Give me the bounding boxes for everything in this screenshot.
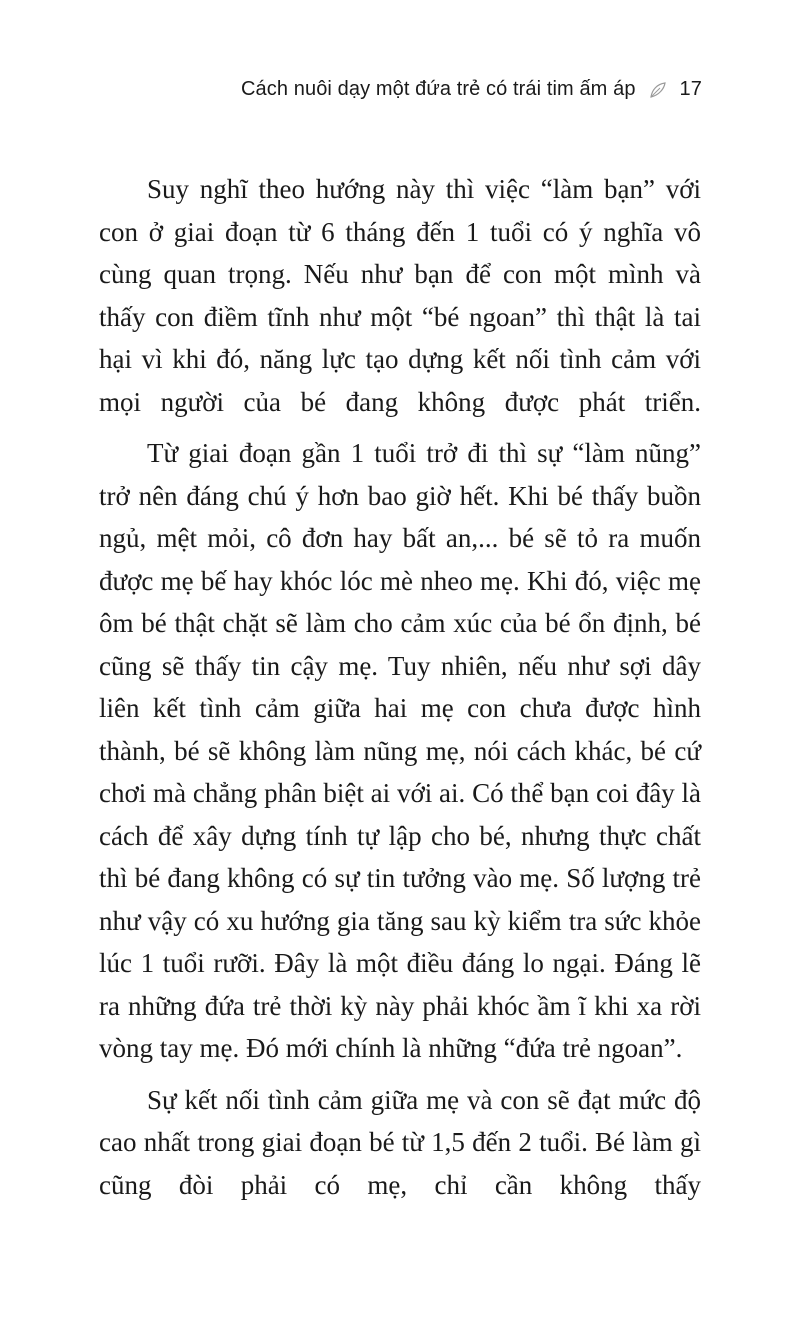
page-number: 17	[679, 78, 702, 100]
running-header	[241, 78, 702, 101]
book-title: Cách nuôi dạy một đứa trẻ có trái tim ấm áp	[241, 78, 636, 100]
paragraph: Sự kết nối tình cảm giữa mẹ và con sẽ đạt mức độ cao nhất trong giai đoạn bé từ 1,5 đến 2 tuổi. Bé làm gì cũng đòi phải có mẹ, chỉ cần không thấy	[99, 1084, 701, 1200]
body-text	[99, 168, 701, 1206]
paragraph: Từ giai đoạn gần 1 tuổi trở đi thì sự “làm nũng” trở nên đáng chú ý hơn bao giờ hết. Khi bé thấy buồn ngủ, mệt mỏi, cô đơn hay bất an,... bé sẽ tỏ ra muốn được mẹ bế hay khóc lóc mè nheo mẹ. Khi đó, việc mẹ ôm bé thật chặt sẽ làm cho cảm xúc của bé ổn định, bé cũng sẽ thấy tin cậy mẹ. Tuy nhiên, nếu như sợi dây liên kết tình cảm giữa hai mẹ con chưa được hình thành, bé sẽ không làm nũng mẹ, nói cách khác, bé cứ chơi mà chẳng phân biệt ai với ai. Có thể bạn coi đây là cách để xây dựng tính tự lập cho bé, nhưng thực chất thì bé đang không có sự tin tưởng vào mẹ. Số lượng trẻ như vậy có xu hướng gia tăng sau kỳ kiểm tra sức khỏe lúc 1 tuổi rưỡi. Đây là một điều đáng lo ngại. Đáng lẽ ra những đứa trẻ thời kỳ này phải khóc ầm ĩ khi xa rời vòng tay mẹ. Đó mới chính là những “đứa trẻ ngoan”.	[99, 438, 701, 1063]
leaf-icon	[648, 80, 668, 100]
paragraph: Suy nghĩ theo hướng này thì việc “làm bạn” với con ở giai đoạn từ 6 tháng đến 1 tuổi có ý nghĩa vô cùng quan trọng. Nếu như bạn để con một mình và thấy con điềm tĩnh như một “bé ngoan” thì thật là tai hại vì khi đó, năng lực tạo dựng kết nối tình cảm với mọi người của bé đang không được phát triển.	[99, 174, 701, 417]
